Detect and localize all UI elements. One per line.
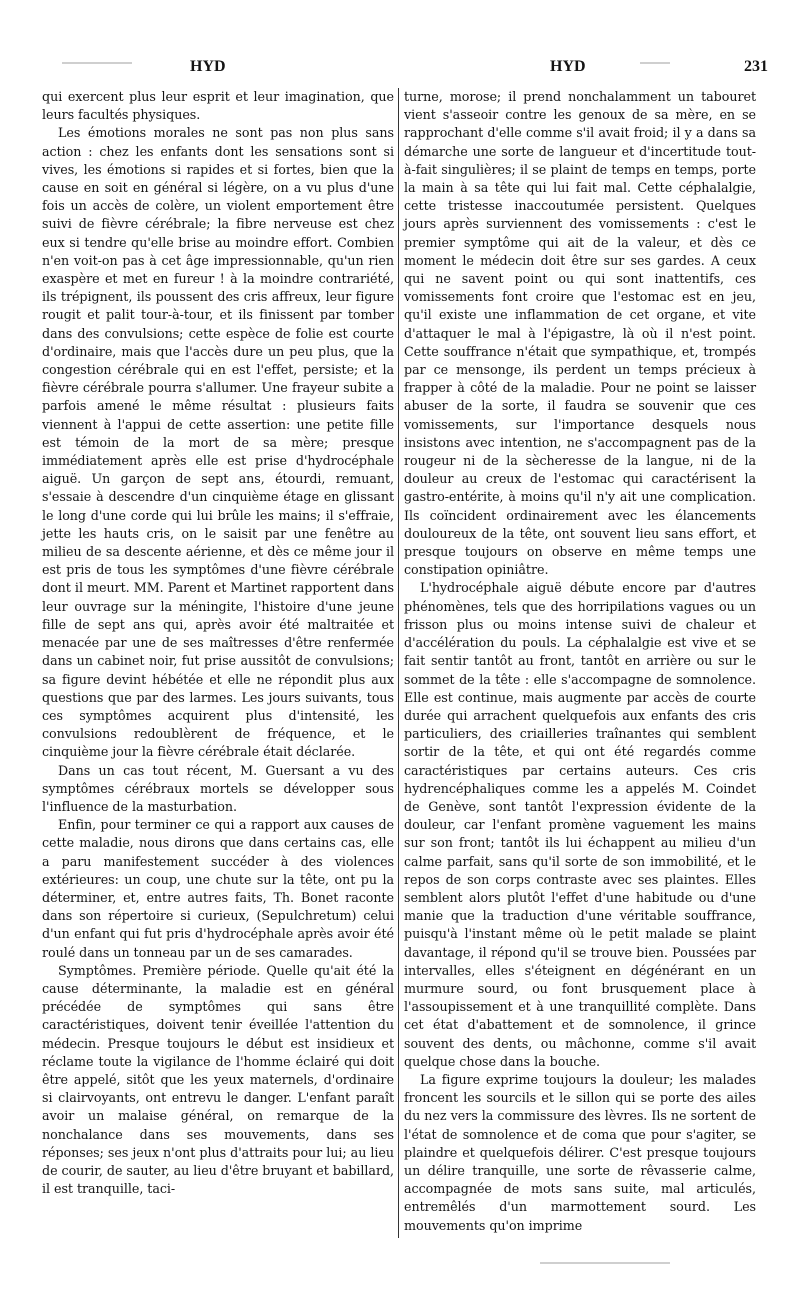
header-left-word: HYD	[190, 58, 226, 75]
column-divider	[398, 88, 399, 1238]
paragraph: La figure exprime toujours la douleur; les malades froncent les sourcils et le sillon qui se porte des ailes du nez vers la commissure des lèvres. Ils ne sortent de l'état de somnolence et de coma que pour s'agiter, se plaindre et quelquefois délirer. C'est presque toujours un délire tranquille, une sorte de rêvasserie calme, accompagnée de mots sans suite, mal articulés, entremêlés d'un marmottement sourd. Les mouvements qu'on imprime	[404, 1071, 756, 1233]
paragraph: L'hydrocéphale aiguë débute encore par d'autres phénomènes, tels que des horripilations vagues ou un frisson plus ou moins intense suivi de chaleur et d'accélération du pouls. La céphalalgie est vive et se fait sentir tantôt au front, tantôt en arrière ou sur le sommet de la tête : elle s'accompagne de somnolence. Elle est continue, mais augmente par accès de courte durée qui arrachent quelquefois aux enfants des cris particuliers, des criailleries traînantes qui semblent sortir de la tête, et qui ont été regardés comme caractéristiques par certains auteurs. Ces cris hydrencéphaliques comme les a appelés M. Coindet de Genève, sont tantôt l'expression évidente de la douleur, car l'enfant promène vaguement les mains sur son front; tantôt ils lui échappent au milieu d'un calme parfait, sans qu'il sorte de son immobilité, et le repos de son corps contraste avec ses plaintes. Elles semblent alors plutôt l'effet d'une habitude ou d'une manie que la traduction d'une véritable souffrance, puisqu'à l'instant même où le petit malade se plaint davantage, il répond qu'il se trouve bien. Poussées par intervalles, elles s'éteignent en dégénérant en un murmure sourd, ou font brusquement place à l'assoupissement et à une tranquillité complète. Dans cet état d'abattement et de somnolence, il grince souvent des dents, ou mâchonne, comme s'il avait quelque chose dans la bouche.	[404, 580, 756, 1069]
paragraph: qui exercent plus leur esprit et leur imagination, que leurs facultés physiques.	[42, 89, 394, 123]
running-header	[40, 58, 768, 84]
paragraph: Enfin, pour terminer ce qui a rapport aux causes de cette maladie, nous dirons que dans certains cas, elle a paru manifestement succéder à des violences extérieures: un coup, une chute sur la tête, ont pu la déterminer, et, entre autres faits, Th. Bonet raconte dans son répertoire si curieux, (Sepulchretum) celui d'un enfant qui fut pris d'hydrocéphale après avoir été roulé dans un tonneau par un de ses camarades.	[42, 817, 394, 960]
header-right-word: HYD	[550, 58, 586, 75]
print-speck	[540, 1262, 670, 1264]
left-column	[42, 88, 394, 1198]
paragraph: turne, morose; il prend nonchalamment un tabouret vient s'asseoir contre les genoux de sa mère, en se rapprochant d'elle comme s'il avait froid; il y a dans sa démarche une sorte de langueur et d'incertitude tout-à-fait singulières; il se plaint de temps en temps, porte la main à sa tête qui lui fait mal. Cette céphalalgie, cette tristesse inaccoutumée persistent. Quelques jours après surviennent des vomissements : c'est le premier symptôme qui ait de la valeur, et dès ce moment le médecin doit être sur ses gardes. A ceux qui ne savent point ou qui sont inattentifs, ces vomissements font croire que l'estomac est en jeu, qu'il existe une inflammation de cet organe, et vite d'attaquer le mal à l'épigastre, là où il n'est point. Cette souffrance n'était que sympathique, et, trompés par ce mensonge, ils perdent un temps précieux à frapper à côté de la maladie. Pour ne point se laisser abuser de la sorte, il faudra se souvenir que ces vomissements, sur l'importance desquels nous insistons avec intention, ne s'accompagnent pas de la rougeur ni de la sècheresse de la langue, ni de la douleur au creux de l'estomac qui caractérisent la gastro-entérite, à moins qu'il n'y ait une complication. Ils coïncident ordinairement avec les élancements douloureux de la tête, ont souvent lieu sans effort, et presque toujours on observe en même temps une constipation opiniâtre.	[404, 89, 756, 578]
right-column	[404, 88, 756, 1235]
paragraph: Dans un cas tout récent, M. Guersant a vu des symptômes cérébraux mortels se développer sous l'influence de la masturbation.	[42, 762, 394, 814]
page-number: 231	[744, 58, 768, 75]
paragraph: Symptômes. Première période. Quelle qu'ait été la cause déterminante, la maladie est en général précédée de symptômes qui sans être caractéristiques, doivent tenir éveillée l'attention du médecin. Presque toujours le début est insidieux et réclame toute la vigilance de l'homme éclairé qui doit être appelé, sitôt que les yeux maternels, d'ordinaire si clairvoyants, ont entrevu le danger. L'enfant paraît avoir un malaise général, on remarque de la nonchalance dans ses mouvements, dans ses réponses; ses jeux n'ont plus d'attraits pour lui; au lieu de courir, de sauter, au lieu d'être bruyant et babillard, il est tranquille, taci-	[42, 962, 395, 1197]
paragraph: Les émotions morales ne sont pas non plus sans action : chez les enfants dont les sensations sont si vives, les émotions si rapides et si fortes, bien que la cause en soit en général si légère, on a vu plus d'une fois un accès de colère, un violent emportement être suivi de fièvre cérébrale; la fibre nerveuse est chez eux si tendre qu'elle brise au moindre effort. Combien n'en voit-on pas à cet âge impressionnable, qu'un rien exaspère et met en fureur ! à la moindre contrariété, ils trépignent, ils poussent des cris affreux, leur figure rougit et palit tour-à-tour, et ils finissent par tomber dans des convulsions; cette espèce de folie est courte d'ordinaire, mais que l'accès dure un peu plus, que la congestion cérébrale qui en est l'effet, persiste; et la fièvre cérébrale pourra s'allumer. Une frayeur subite a parfois amené le même résultat : plusieurs faits viennent à l'appui de cette assertion: une petite fille est témoin de la mort de sa mère; presque immédiatement après elle est prise d'hydrocéphale aiguë. Un garçon de sept ans, étourdi, remuant, s'essaie à descendre d'un cinquième étage en glissant le long d'une corde qui lui brûle les mains; il s'effraie, jette les hauts cris, on le saisit par une fenêtre au milieu de sa descente aérienne, et dès ce même jour il est pris de tous les symptômes d'une fièvre cérébrale dont il meurt. MM. Parent et Martinet rapportent dans leur ouvrage sur la méningite, l'histoire d'une jeune fille de sept ans qui, après avoir été maltraitée et menacée par une de ses maîtresses d'être renfermée dans un cabinet noir, fut prise aussitôt de convulsions; sa figure devint hébétée et elle ne répondit plus aux questions que par des larmes. Les jours suivants, tous ces symptômes acquirent plus d'intensité, les convulsions redoublèrent de fréquence, et le cinquième jour la fièvre cérébrale était déclarée.	[42, 125, 394, 760]
